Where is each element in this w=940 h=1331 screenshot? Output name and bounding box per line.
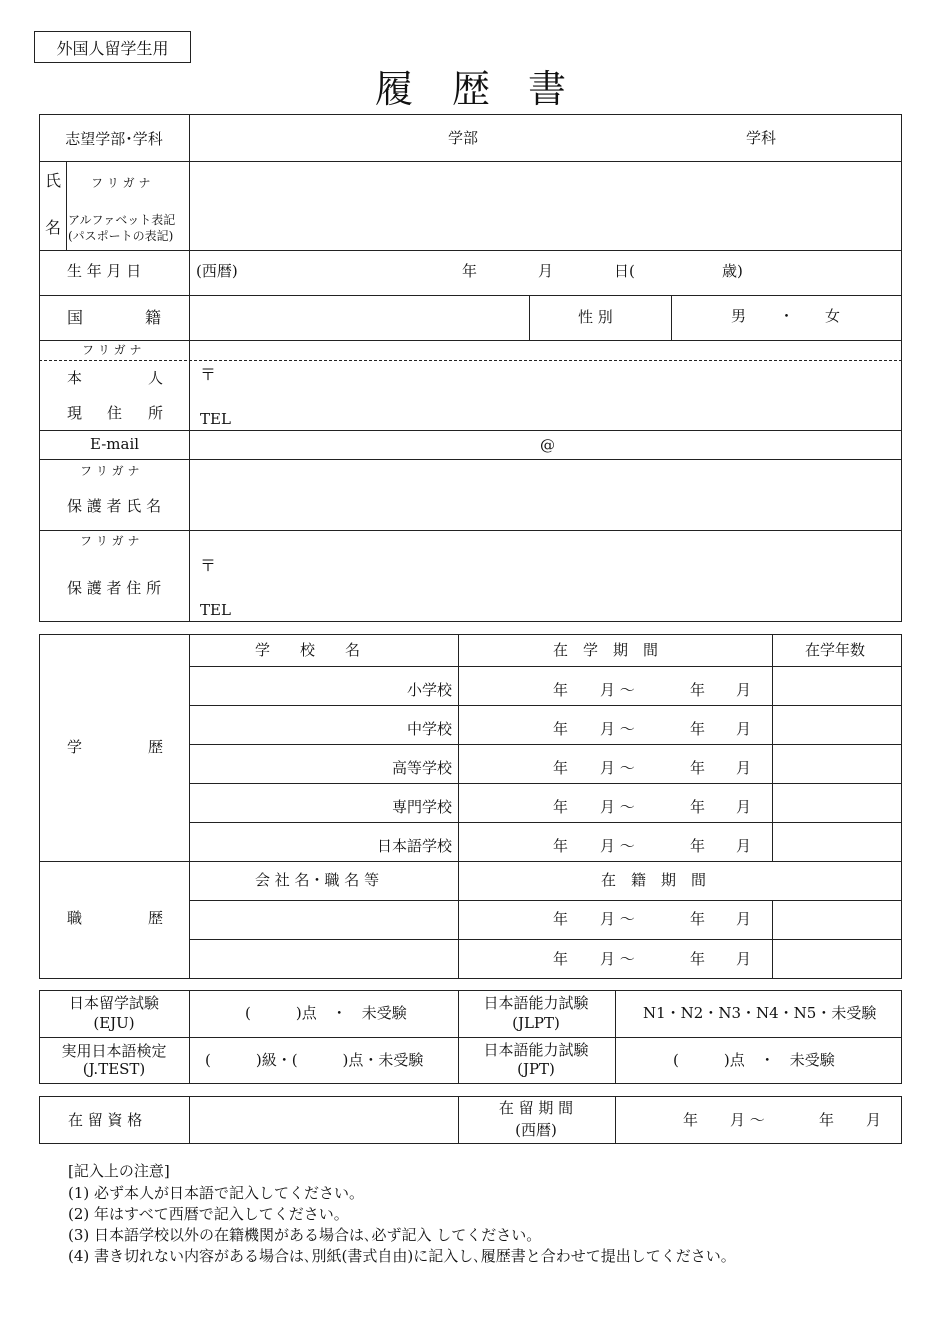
birthdate-input[interactable] (192, 252, 898, 293)
birthdate-label: 生 年 月 日 (67, 262, 142, 280)
residence-status-input[interactable] (192, 1098, 456, 1142)
guardian-tel-label: TEL (200, 601, 231, 619)
school-years-input[interactable] (775, 669, 899, 703)
guardian-postal-mark: 〒 (200, 556, 217, 575)
school-end-year: 年 (690, 798, 706, 816)
eju-label-1: 日本留学試験 (68, 994, 160, 1012)
age-label: 歳) (722, 262, 743, 280)
career-end-month: 月 (736, 910, 752, 928)
nationality-char-1: 国 (67, 308, 84, 327)
guardian-address-input[interactable] (192, 532, 898, 620)
school-start-year: 年 (553, 837, 569, 855)
school-end-month: 月 (736, 720, 752, 738)
birth-year-label: 年 (462, 262, 478, 280)
education-label-1: 学 (67, 738, 83, 756)
years-enrolled-header: 在学年数 (805, 641, 866, 659)
jpt-label-1: 日本語能力試験 (483, 1041, 589, 1059)
nationality-input[interactable] (192, 297, 526, 338)
eju-value[interactable]: ( )点 ・ 未受験 (245, 1004, 407, 1022)
birth-day-label: 日( (614, 262, 635, 280)
gender-male-option[interactable]: 男 (731, 307, 747, 325)
career-end-month: 月 (736, 950, 752, 968)
email-input[interactable] (192, 432, 898, 457)
jtest-value[interactable]: ( )級・( )点・未受験 (205, 1051, 424, 1069)
notes-header: [記入上の注意] (68, 1162, 170, 1180)
guardian-address-furigana-label: フ リ ガ ナ (80, 534, 140, 548)
residence-period-label-1: 在 留 期 間 (498, 1099, 574, 1117)
school-years-input[interactable] (775, 708, 899, 742)
jlpt-value[interactable]: N1・N2・N3・N4・N5・未受験 (643, 1004, 877, 1022)
nationality-char-2: 籍 (145, 308, 162, 327)
address-label-2a: 現 (67, 404, 83, 422)
school-start-year: 年 (553, 681, 569, 699)
career-label-1: 職 (67, 909, 83, 927)
address-input[interactable] (192, 342, 898, 428)
school-years-input[interactable] (775, 825, 899, 859)
school-end-month: 月 (736, 681, 752, 699)
address-tel-label: TEL (200, 410, 231, 428)
residence-table (39, 1096, 902, 1144)
school-end-year: 年 (690, 759, 706, 777)
school-start-month: 月 〜 (600, 798, 635, 816)
name-char-2: 名 (45, 218, 62, 237)
school-end-month: 月 (736, 798, 752, 816)
title-char-2: 歴 (452, 67, 491, 111)
title-char-1: 履 (375, 67, 414, 111)
note-item: (2) 年はすべて西暦で記入してください。 (68, 1205, 349, 1223)
career-label-2: 歴 (148, 909, 164, 927)
residence-end-month: 月 (866, 1111, 882, 1129)
study-period-header: 在 学 期 間 (553, 641, 659, 659)
education-label-2: 歴 (148, 738, 164, 756)
address-label-1b: 人 (148, 369, 164, 387)
school-name-3: 専門学校 (391, 798, 452, 816)
career-start-year: 年 (553, 950, 569, 968)
school-years-input[interactable] (775, 747, 899, 781)
guardian-furigana-label: フ リ ガ ナ (80, 464, 140, 478)
name-char-1: 氏 (45, 171, 62, 190)
residence-period-label-2: (西暦) (515, 1121, 557, 1139)
school-end-year: 年 (690, 837, 706, 855)
jtest-label-2: (J.TEST) (82, 1060, 146, 1078)
jlpt-label-2: (JLPT) (512, 1014, 560, 1032)
gender-separator: ・ (779, 307, 795, 325)
residence-start-month: 月 〜 (730, 1111, 765, 1129)
address-label-2b: 住 (107, 404, 123, 422)
jpt-label-2: (JPT) (517, 1060, 555, 1078)
school-start-month: 月 〜 (600, 837, 635, 855)
form-type-tag: 外国人留学生用 (34, 31, 191, 63)
alphabet-label-1: アルファベット表記 (68, 213, 176, 227)
school-years-input[interactable] (775, 786, 899, 820)
residence-status-label: 在 留 資 格 (68, 1111, 143, 1129)
school-start-month: 月 〜 (600, 759, 635, 777)
career-start-month: 月 〜 (600, 910, 635, 928)
school-start-year: 年 (553, 759, 569, 777)
name-input[interactable] (192, 163, 898, 248)
career-end-year: 年 (690, 950, 706, 968)
eju-label-2: (EJU) (93, 1014, 135, 1032)
school-start-year: 年 (553, 720, 569, 738)
postal-mark: 〒 (200, 365, 217, 384)
note-item: (3) 日本語学校以外の在籍機関がある場合は､必ず記入 してください。 (68, 1226, 542, 1244)
school-name-4: 日本語学校 (376, 837, 452, 855)
faculty-label: 学部 (448, 129, 479, 147)
address-label-2c: 所 (148, 404, 164, 422)
school-name-header: 学 校 名 (255, 641, 361, 659)
company-header: 会 社 名・職 名 等 (255, 871, 380, 889)
career-end-year: 年 (690, 910, 706, 928)
guardian-address-label: 保 護 者 住 所 (67, 579, 162, 597)
school-name-2: 高等学校 (391, 759, 452, 777)
school-end-year: 年 (690, 681, 706, 699)
email-label: E-mail (90, 435, 140, 453)
address-label-1a: 本 (67, 369, 83, 387)
company-input[interactable] (192, 942, 456, 976)
guardian-name-label: 保 護 者 氏 名 (67, 497, 162, 515)
school-name-1: 中学校 (406, 720, 452, 738)
school-start-year: 年 (553, 798, 569, 816)
school-name-0: 小学校 (406, 681, 452, 699)
school-start-month: 月 〜 (600, 720, 635, 738)
school-end-month: 月 (736, 759, 752, 777)
alphabet-label-2: (パスポートの表記) (68, 229, 174, 243)
residence-start-year: 年 (683, 1111, 699, 1129)
jtest-label-1: 実用日本語検定 (61, 1042, 167, 1060)
school-end-month: 月 (736, 837, 752, 855)
faculty-input[interactable] (192, 116, 898, 159)
jpt-value[interactable]: ( )点 ・ 未受験 (673, 1051, 835, 1069)
jlpt-label-1: 日本語能力試験 (483, 994, 589, 1012)
address-furigana-label: フ リ ガ ナ (82, 343, 142, 357)
guardian-name-input[interactable] (192, 461, 898, 528)
school-start-month: 月 〜 (600, 681, 635, 699)
gender-female-option[interactable]: 女 (825, 307, 841, 325)
company-input[interactable] (192, 902, 456, 936)
email-at-mark: @ (540, 436, 555, 454)
note-item: (1) 必ず本人が日本語で記入してください。 (68, 1184, 365, 1202)
birth-month-label: 月 (538, 262, 554, 280)
name-furigana-label: フ リ ガ ナ (91, 176, 151, 190)
career-start-year: 年 (553, 910, 569, 928)
seireki-label: (西暦) (196, 262, 238, 280)
title-char-3: 書 (528, 67, 567, 111)
school-end-year: 年 (690, 720, 706, 738)
employment-period-header: 在 籍 期 間 (601, 871, 707, 889)
career-start-month: 月 〜 (600, 950, 635, 968)
note-item: (4) 書き切れない内容がある場合は､別紙(書式自由)に記入し､履歴書と合わせて提出してください。 (68, 1247, 736, 1265)
gender-label: 性 別 (578, 308, 613, 326)
residence-end-year: 年 (819, 1111, 835, 1129)
department-suffix: 学科 (746, 129, 777, 147)
